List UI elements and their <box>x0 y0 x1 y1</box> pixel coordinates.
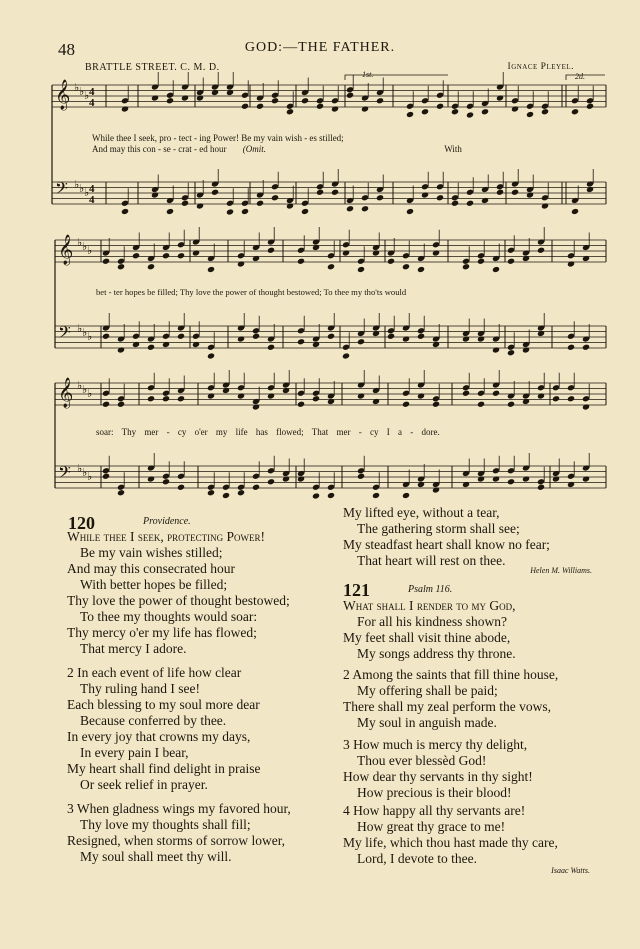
note-head <box>357 473 365 480</box>
note-head <box>177 484 185 491</box>
note-head <box>181 200 189 207</box>
note-head <box>567 395 575 402</box>
note-head <box>297 338 305 345</box>
note-head <box>117 401 125 408</box>
note-head <box>327 398 335 405</box>
stanza-line: My soul shall meet thy will. <box>80 849 232 864</box>
note-head <box>267 392 275 399</box>
note-head <box>496 189 504 196</box>
note-head <box>297 258 305 265</box>
stanza-line: What shall I render to my God, <box>343 598 516 613</box>
flat-sign: ♭ <box>77 236 83 249</box>
note-head <box>432 249 440 256</box>
stanza-line: How great thy grace to me! <box>357 819 506 834</box>
note-head <box>237 489 245 496</box>
flat-sign: ♭ <box>82 466 88 479</box>
volta-bracket <box>345 75 448 80</box>
treble-clef: 𝄞 <box>58 378 74 408</box>
note-head <box>511 189 519 196</box>
note-head <box>406 111 414 118</box>
flat-sign: ♭ <box>79 182 85 195</box>
stanza-line: In every pain I bear, <box>80 745 189 760</box>
note-head <box>537 484 545 491</box>
note-head <box>166 97 174 104</box>
note-head <box>567 344 575 351</box>
note-head <box>312 341 320 348</box>
time-signature: 4 <box>89 183 95 195</box>
note-head <box>241 103 249 110</box>
note-head <box>522 255 530 262</box>
note-head <box>252 484 260 491</box>
note-head <box>241 208 249 215</box>
note-head <box>267 478 275 485</box>
note-head <box>492 475 500 482</box>
note-head <box>256 200 264 207</box>
stanza-line: My lifted eye, without a tear, <box>343 505 500 520</box>
note-head <box>316 103 324 110</box>
stanza-line: My life, which thou hast made thy care, <box>343 835 558 850</box>
flat-sign: ♭ <box>87 470 93 483</box>
note-head <box>117 263 125 270</box>
note-head <box>252 333 260 340</box>
note-head <box>327 333 335 340</box>
note-head <box>402 401 410 408</box>
note-head <box>196 94 204 101</box>
note-head <box>526 111 534 118</box>
note-head <box>451 108 459 115</box>
note-head <box>282 475 290 482</box>
note-head <box>421 191 429 198</box>
note-head <box>346 205 354 212</box>
flat-sign: ♭ <box>87 330 93 343</box>
note-head <box>372 330 380 337</box>
time-signature: 4 <box>89 97 95 109</box>
note-head <box>511 105 519 112</box>
note-head <box>207 266 215 273</box>
note-head <box>372 492 380 499</box>
stanza-line: My soul in anguish made. <box>357 715 497 730</box>
note-head <box>267 247 275 254</box>
composer-name: Ignace Pleyel. <box>507 62 574 72</box>
stanza-line: How dear thy servants in thy sight! <box>343 769 533 784</box>
note-head <box>267 344 275 351</box>
stanza-line: With better hopes be filled; <box>80 577 228 592</box>
stanza-line: And may this consecrated hour <box>67 561 235 576</box>
note-head <box>312 244 320 251</box>
note-head <box>417 266 425 273</box>
stanza-line: 2 In each event of life how clear <box>67 665 242 680</box>
note-head <box>507 401 515 408</box>
note-head <box>166 208 174 215</box>
note-head <box>207 489 215 496</box>
stanza-line: That heart will rest on thee. <box>357 553 506 568</box>
note-head <box>192 341 200 348</box>
note-head <box>436 194 444 201</box>
stanza-line: Each blessing to my soul more dear <box>67 697 260 712</box>
note-head <box>376 194 384 201</box>
note-head <box>571 208 579 215</box>
note-head <box>147 263 155 270</box>
note-head <box>117 489 125 496</box>
hymn-author: Helen M. Williams. <box>530 566 592 575</box>
note-head <box>237 260 245 267</box>
note-head <box>327 492 335 499</box>
note-head <box>207 392 215 399</box>
note-head <box>117 346 125 353</box>
note-head <box>147 475 155 482</box>
lyric-omit-marker: (Omit. <box>242 144 266 154</box>
note-head <box>181 94 189 101</box>
note-head <box>342 249 350 256</box>
note-head <box>121 105 129 112</box>
note-head <box>346 92 354 99</box>
note-head <box>237 392 245 399</box>
note-head <box>567 260 575 267</box>
flat-sign: ♭ <box>79 85 85 98</box>
note-head <box>481 108 489 115</box>
time-signature: 4 <box>89 86 95 98</box>
note-head <box>417 333 425 340</box>
running-head: GOD:—THE FATHER. <box>244 40 396 55</box>
note-head <box>162 478 170 485</box>
note-head <box>177 252 185 259</box>
note-head <box>481 197 489 204</box>
note-head <box>522 398 530 405</box>
note-head <box>102 258 110 265</box>
note-head <box>477 335 485 342</box>
note-head <box>522 346 530 353</box>
stanza-line: Thy mercy o'er my life has flowed; <box>67 625 257 640</box>
volta-second-label: 2d. <box>575 72 585 81</box>
note-head <box>582 255 590 262</box>
lyric-row1-line2 <box>92 144 462 154</box>
note-head <box>477 475 485 482</box>
note-head <box>211 189 219 196</box>
stanza-line: That mercy I adore. <box>80 641 187 656</box>
note-head <box>132 252 140 259</box>
note-head <box>477 401 485 408</box>
flat-sign: ♭ <box>82 326 88 339</box>
note-head <box>462 335 470 342</box>
note-head <box>162 252 170 259</box>
stanza-line: My offering shall be paid; <box>357 683 498 698</box>
lyric-row1-line2-end: With <box>444 144 462 154</box>
note-head <box>567 481 575 488</box>
time-signature: 4 <box>89 194 95 206</box>
note-head <box>331 189 339 196</box>
note-head <box>507 349 515 356</box>
note-head <box>552 395 560 402</box>
note-head <box>286 108 294 115</box>
note-head <box>357 338 365 345</box>
treble-clef: 𝄞 <box>58 235 74 265</box>
hymn-number: 120 <box>68 513 95 533</box>
lyric-row2: bet - ter hopes be filled; Thy love the power of thought bestowed; To thee my tho'ts would <box>96 287 407 297</box>
stanza-line: Lord, I devote to thee. <box>357 851 477 866</box>
flat-sign: ♭ <box>87 387 93 400</box>
stanza-line: Thy love the power of thought bestowed; <box>67 593 290 608</box>
note-head <box>451 200 459 207</box>
note-head <box>147 395 155 402</box>
stanza-line: Thou ever blessèd God! <box>357 753 487 768</box>
note-head <box>552 475 560 482</box>
stanza-line: 4 How happy all thy servants are! <box>343 803 526 818</box>
note-head <box>177 395 185 402</box>
bass-clef: 𝄢 <box>58 462 71 486</box>
note-head <box>387 333 395 340</box>
bass-clef: 𝄢 <box>58 322 71 346</box>
stanza-line: Or seek relief in prayer. <box>80 777 208 792</box>
hymn-number: 121 <box>343 580 370 600</box>
note-head <box>121 208 129 215</box>
stanza-line: 3 When gladness wings my favored hour, <box>67 801 291 816</box>
hymn-author: Isaac Watts. <box>551 866 590 875</box>
note-head <box>492 346 500 353</box>
stanza-line: There shall my zeal perform the vows, <box>343 699 552 714</box>
note-head <box>357 266 365 273</box>
note-head <box>327 263 335 270</box>
note-head <box>301 208 309 215</box>
note-head <box>507 478 515 485</box>
note-head <box>432 401 440 408</box>
volta-bracket <box>566 75 605 80</box>
note-head <box>432 341 440 348</box>
note-head <box>162 341 170 348</box>
flat-sign: ♭ <box>84 89 90 102</box>
flat-sign: ♭ <box>82 240 88 253</box>
stanza-line: My songs address thy throne. <box>357 646 516 661</box>
stanza-line: While thee I seek, protecting Power! <box>67 529 265 544</box>
flat-sign: ♭ <box>74 178 80 191</box>
stanza-line: How precious is their blood! <box>357 785 512 800</box>
page-number: 48 <box>58 40 75 59</box>
note-head <box>102 401 110 408</box>
note-head <box>496 94 504 101</box>
note-head <box>421 108 429 115</box>
note-head <box>102 333 110 340</box>
stanza-line: 3 How much is mercy thy delight, <box>343 737 528 752</box>
tune-name: BRATTLE STREET. C. M. D. <box>85 62 220 73</box>
note-head <box>402 335 410 342</box>
treble-clef: 𝄞 <box>55 80 71 110</box>
stanza-line: My steadfast heart shall know no fear; <box>343 537 550 552</box>
bass-clef: 𝄢 <box>55 178 68 202</box>
note-head <box>462 263 470 270</box>
note-head <box>417 481 425 488</box>
note-head <box>537 392 545 399</box>
note-head <box>582 344 590 351</box>
flat-sign: ♭ <box>87 244 93 257</box>
note-head <box>132 341 140 348</box>
note-head <box>192 249 200 256</box>
note-head <box>237 335 245 342</box>
note-head <box>252 255 260 262</box>
stanza-line: In every joy that crowns my days, <box>67 729 251 744</box>
note-head <box>147 344 155 351</box>
note-head <box>582 475 590 482</box>
stanza-line: Because conferred by thee. <box>80 713 227 728</box>
note-head <box>211 89 219 96</box>
note-head <box>462 390 470 397</box>
note-head <box>226 208 234 215</box>
note-head <box>492 266 500 273</box>
note-head <box>271 97 279 104</box>
note-head <box>312 395 320 402</box>
stanza-line: Thy ruling hand I see! <box>80 681 200 696</box>
note-head <box>466 200 474 207</box>
note-head <box>207 352 215 359</box>
note-head <box>361 105 369 112</box>
stanza-line: Be my vain wishes stilled; <box>80 545 223 560</box>
note-head <box>571 108 579 115</box>
flat-sign: ♭ <box>82 383 88 396</box>
stanza-line: My heart shall find delight in praise <box>67 761 261 776</box>
note-head <box>162 395 170 402</box>
note-head <box>507 258 515 265</box>
note-head <box>301 97 309 104</box>
note-head <box>537 247 545 254</box>
note-head <box>387 258 395 265</box>
note-head <box>151 94 159 101</box>
note-head <box>526 191 534 198</box>
flat-sign: ♭ <box>84 186 90 199</box>
note-head <box>312 492 320 499</box>
note-head <box>342 352 350 359</box>
note-head <box>466 111 474 118</box>
note-head <box>282 387 290 394</box>
note-head <box>222 492 230 499</box>
note-head <box>522 475 530 482</box>
note-head <box>316 189 324 196</box>
note-head <box>226 89 234 96</box>
flat-sign: ♭ <box>77 462 83 475</box>
note-head <box>406 208 414 215</box>
note-head <box>586 186 594 193</box>
note-head <box>492 390 500 397</box>
note-head <box>331 105 339 112</box>
lyric-row1-line2-text: And may this con - se - crat - ed hour <box>92 144 227 154</box>
lyric-row3: soar: Thy mer - cy o'er my life has flowed; That mer - cy I a - dore. <box>96 427 440 437</box>
note-head <box>286 202 294 209</box>
note-head <box>417 392 425 399</box>
stanza-line: To thee my thoughts would soar: <box>80 609 258 624</box>
note-head <box>361 205 369 212</box>
note-head <box>402 263 410 270</box>
note-head <box>252 403 260 410</box>
note-head <box>256 103 264 110</box>
stanza-line: For all his kindness shown? <box>357 614 507 629</box>
flat-sign: ♭ <box>77 322 83 335</box>
note-head <box>297 401 305 408</box>
note-head <box>372 249 380 256</box>
note-head <box>541 202 549 209</box>
note-head <box>477 258 485 265</box>
note-head <box>537 330 545 337</box>
note-head <box>177 333 185 340</box>
hymn-title: Providence. <box>143 516 191 527</box>
note-head <box>222 387 230 394</box>
stanza-line: 2 Among the saints that fill thine house, <box>343 667 559 682</box>
note-head <box>102 473 110 480</box>
note-head <box>297 475 305 482</box>
flat-sign: ♭ <box>74 81 80 94</box>
stanza-line: My feet shall visit thine abode, <box>343 630 511 645</box>
volta-first-label: 1st. <box>362 70 374 79</box>
note-head <box>432 486 440 493</box>
note-head <box>372 398 380 405</box>
note-head <box>402 492 410 499</box>
note-head <box>586 103 594 110</box>
stanza-line: Resigned, when storms of sorrow lower, <box>67 833 286 848</box>
flat-sign: ♭ <box>77 379 83 392</box>
note-head <box>376 97 384 104</box>
note-head <box>357 392 365 399</box>
note-head <box>436 103 444 110</box>
note-head <box>151 191 159 198</box>
hymn-title: Psalm 116. <box>408 584 453 595</box>
note-head <box>462 481 470 488</box>
stanza-line: The gathering storm shall see; <box>357 521 520 536</box>
stanza-line: Thy love my thoughts shall fill; <box>80 817 251 832</box>
note-head <box>271 194 279 201</box>
note-head <box>196 202 204 209</box>
note-head <box>541 108 549 115</box>
lyric-row1-line1: While thee I seek, pro - tect - ing Power! Be my vain wish - es stilled; <box>92 133 344 143</box>
note-head <box>582 403 590 410</box>
